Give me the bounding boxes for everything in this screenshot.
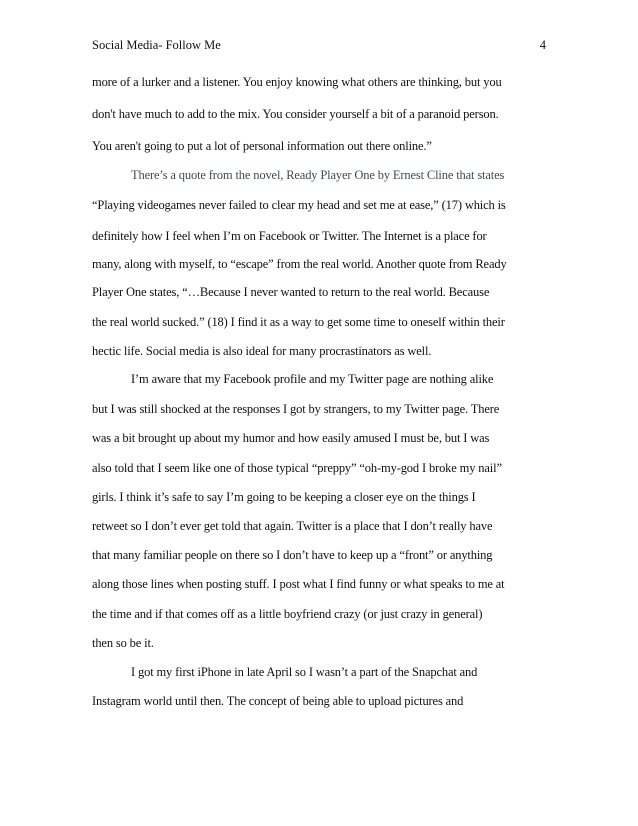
text-line: girls. I think it’s safe to say I’m going to be keeping a closer eye on the things I	[92, 490, 476, 504]
text-line: along those lines when posting stuff. I post what I find funny or what speaks to me at	[92, 577, 505, 591]
text-line: the real world sucked.” (18) I find it as a way to get some time to oneself within their	[92, 315, 505, 329]
running-head-title: Social Media- Follow Me	[92, 38, 221, 52]
text-line: hectic life. Social media is also ideal for many procrastinators as well.	[92, 344, 432, 358]
text-line: Instagram world until then. The concept of being able to upload pictures and	[92, 694, 464, 708]
paragraph-start-line: I’m aware that my Facebook profile and my Twitter page are nothing alike	[131, 372, 494, 386]
text-line: “Playing videogames never failed to clear my head and set me at ease,” (17) which is	[92, 198, 506, 212]
text-line: that many familiar people on there so I don’t have to keep up a “front” or anything	[92, 548, 493, 562]
text-line: Player One states, “…Because I never wanted to return to the real world. Because	[92, 285, 490, 299]
text-line: then so be it.	[92, 636, 154, 650]
paragraph-start-line: There’s a quote from the novel, Ready Player One by Ernest Cline that states	[131, 168, 505, 182]
page-number: 4	[539, 38, 546, 52]
text-line: don't have much to add to the mix. You consider yourself a bit of a paranoid person.	[92, 107, 499, 121]
text-line: but I was still shocked at the responses I got by strangers, to my Twitter page. There	[92, 402, 500, 416]
text-line: also told that I seem like one of those typical “preppy” “oh-my-god I broke my nail”	[92, 461, 502, 475]
text-line: the time and if that comes off as a little boyfriend crazy (or just crazy in general)	[92, 607, 483, 621]
paragraph-start-line: I got my first iPhone in late April so I wasn’t a part of the Snapchat and	[131, 665, 478, 679]
text-line: retweet so I don’t ever get told that again. Twitter is a place that I don’t really have	[92, 519, 493, 533]
text-line: many, along with myself, to “escape” from the real world. Another quote from Ready	[92, 257, 507, 271]
text-line: was a bit brought up about my humor and how easily amused I must be, but I was	[92, 431, 490, 445]
text-line: definitely how I feel when I’m on Facebook or Twitter. The Internet is a place for	[92, 229, 487, 243]
text-line: more of a lurker and a listener. You enjoy knowing what others are thinking, but you	[92, 75, 502, 89]
text-line: You aren't going to put a lot of personal information out there online.”	[92, 139, 432, 153]
